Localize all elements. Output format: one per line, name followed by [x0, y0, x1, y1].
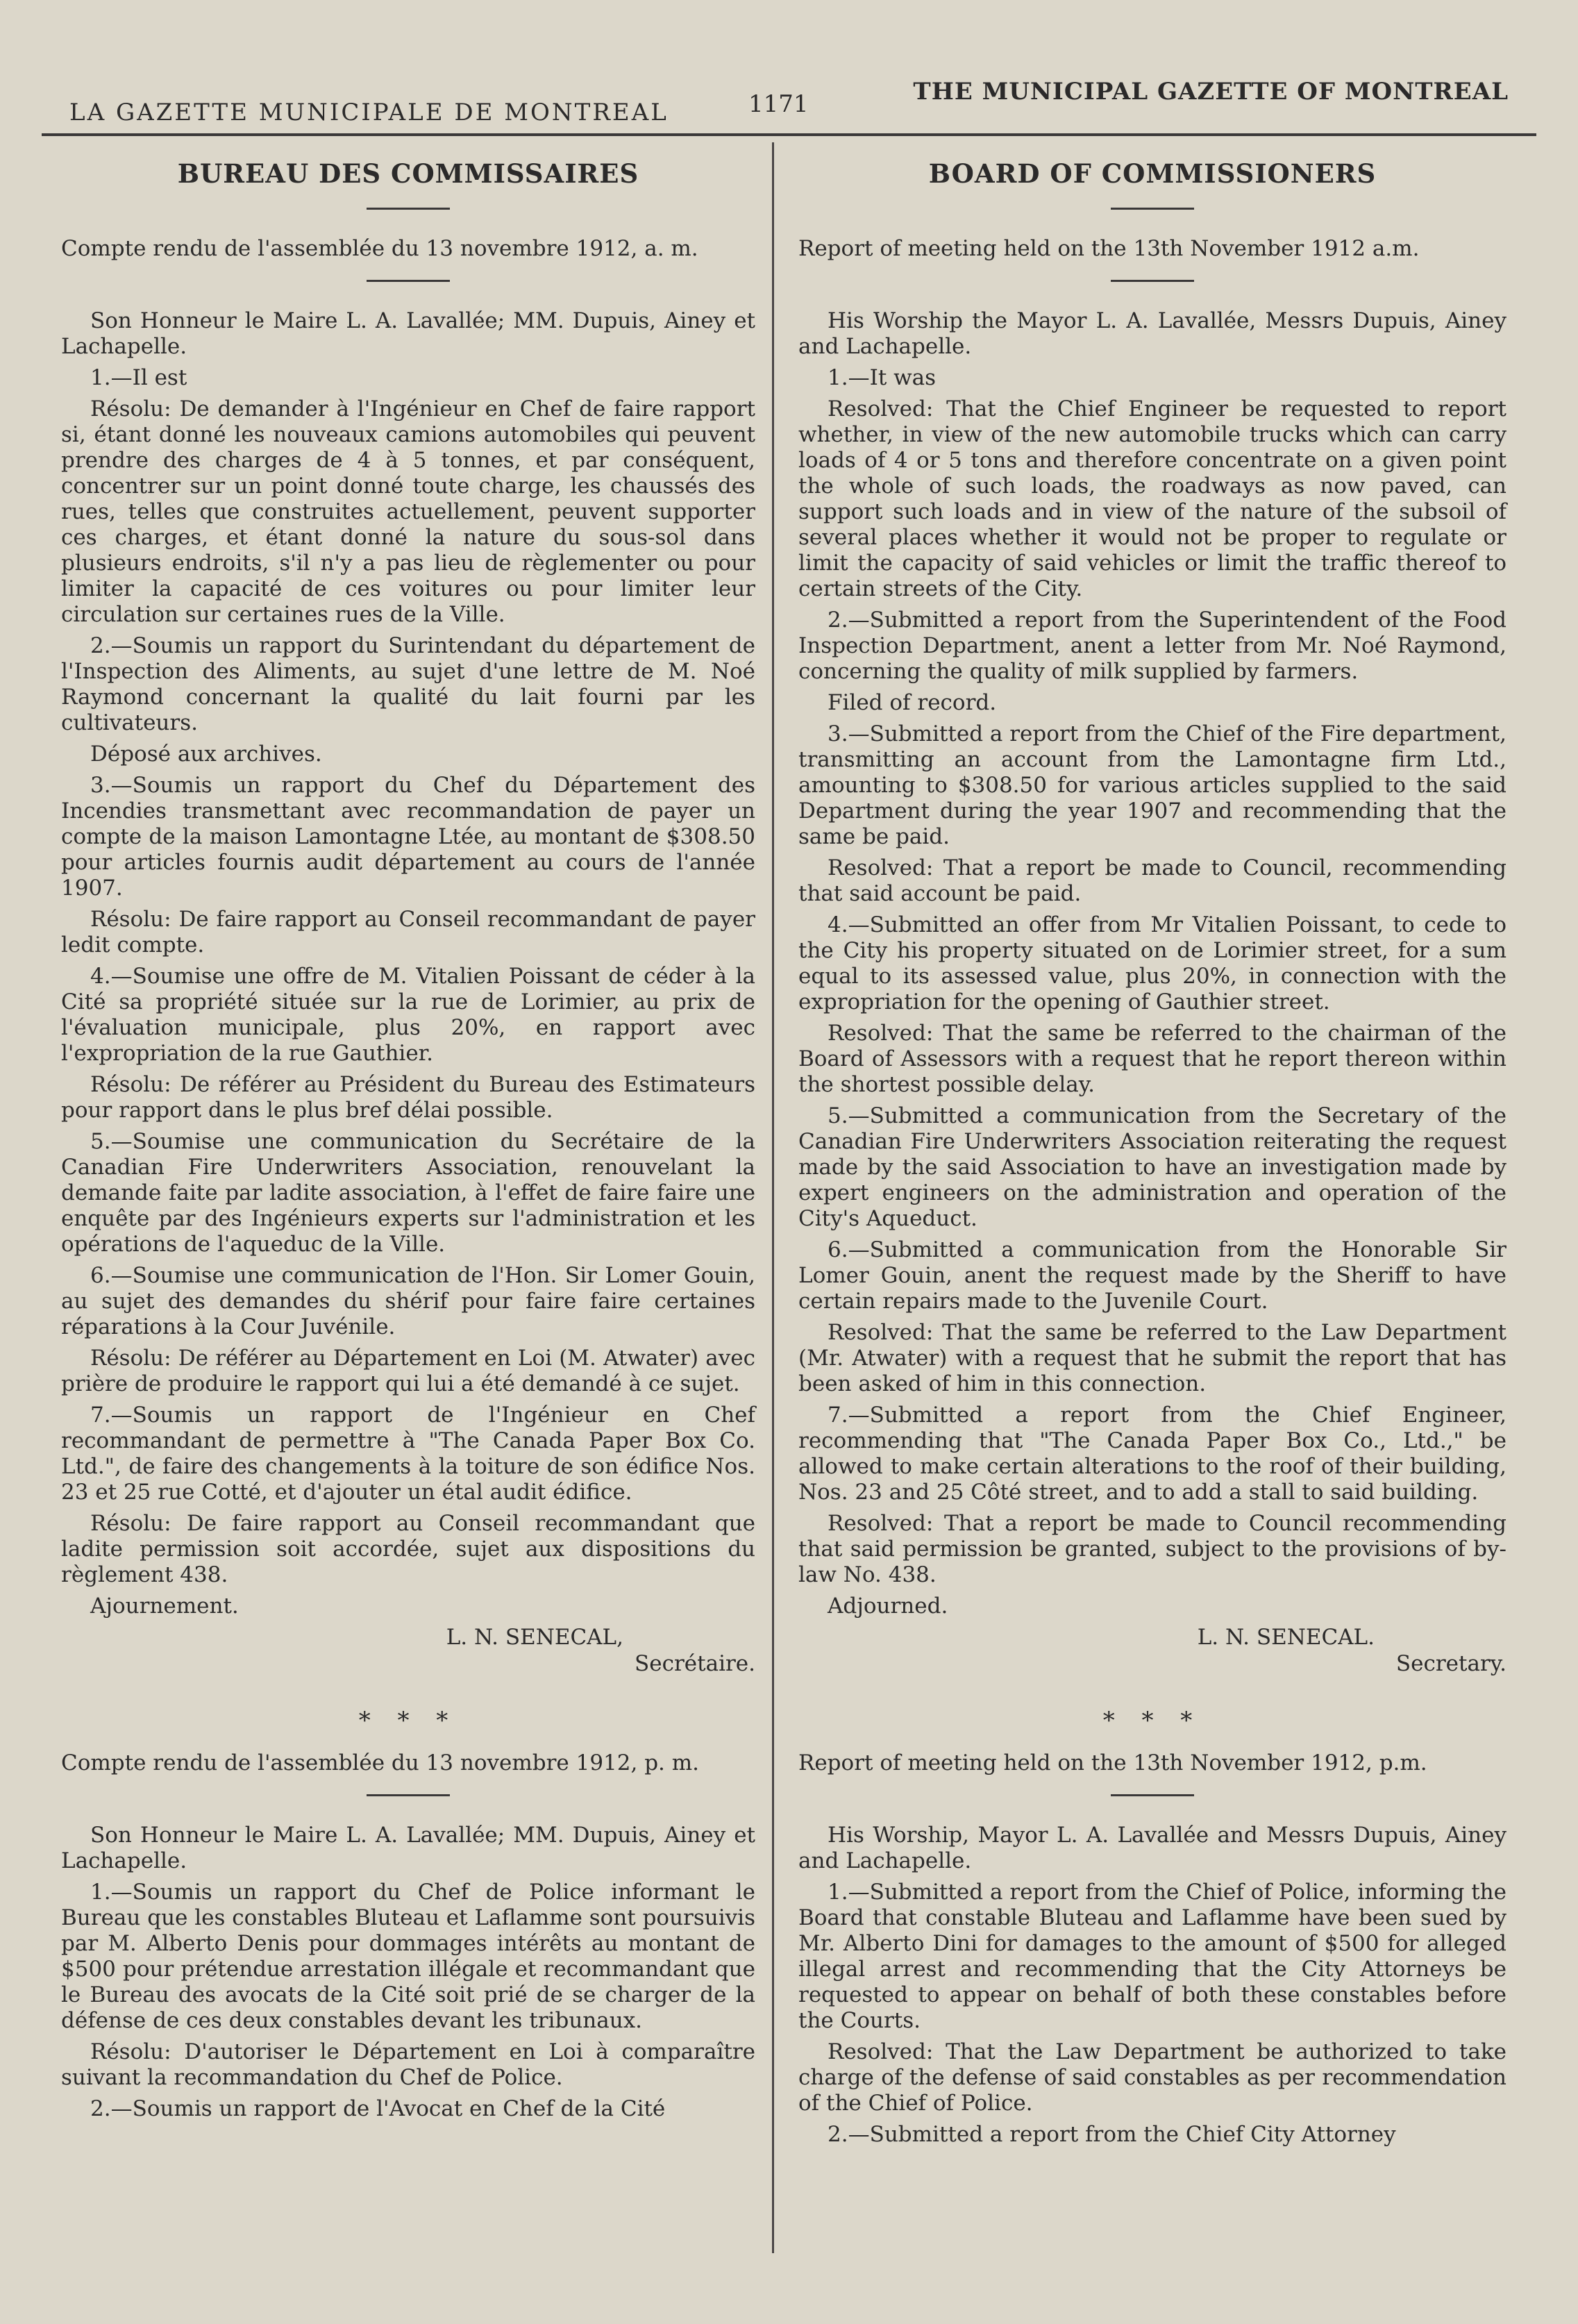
paragraph: 1.—Il est: [90, 365, 187, 390]
paragraph: 5.—Submitted a communication from the Secretary of the Canadian Fire Underwriters Association reiterating the request made by the said Association to have an investigation made by expert engineers on the administration and operation of the City's Aqueduct.: [798, 1103, 1506, 1231]
meeting-rule: [367, 1794, 450, 1796]
paragraph: 1.—Submitted a report from the Chief of Police, informing the Board that constable Bluteau and Laflamme have been sued by Mr. Alberto Dini for damages to the amount of $500 for alleged illegal arrest and recommending that the City Attorneys be requested to appear on behalf of both these constables before the Courts.: [798, 1880, 1506, 2033]
paragraph: Resolved: That the same be referred to the chairman of the Board of Assessors with a request that he report thereon within the shortest possible delay.: [798, 1021, 1506, 1097]
paragraph: 4.—Submitted an offer from Mr Vitalien Poissant, to cede to the City his property situated on de Lorimier street, for a sum equal to its assessed value, plus 20%, in connection with the expropriation for the opening of Gauthier street.: [798, 912, 1506, 1014]
paragraph: 2.—Soumis un rapport de l'Avocat en Chef de la Cité: [90, 2096, 666, 2121]
paragraph: Resolved: That a report be made to Council, recommending that said account be paid.: [798, 855, 1506, 906]
section-separator: * * *: [1102, 1707, 1202, 1734]
paragraph: Resolved: That the Law Department be authorized to take charge of the defense of said constables as per recommendation of the Chief of Police.: [798, 2039, 1506, 2116]
paragraph: Resolved: That the same be referred to the Law Department (Mr. Atwater) with a request that he submit the report that has been asked of him in this connection.: [798, 1320, 1506, 1396]
meeting-body: [798, 308, 1506, 1619]
signature: [61, 1625, 755, 1680]
paragraph: Resolved: That the Chief Engineer be requested to report whether, in view of the new automobile trucks which can carry loads of 4 or 5 tons and therefore concentrate on a given point the whole of such loads, the roadways as now paved, can support such loads and in view of the nature of the subsoil of several places whether it would not be proper to regulate or limit the capacity of said vehicles or limit the traffic thereof to certain streets of the City.: [798, 396, 1506, 601]
header-french-title: LA GAZETTE MUNICIPALE DE MONTREAL: [69, 99, 669, 126]
paragraph: 7.—Submitted a report from the Chief Engineer, recommending that "The Canada Paper Box Co., Ltd.," be allowed to make certain alterations to the roof of their building, Nos. 23 and 25 Côté street, and to add a stall to said building.: [798, 1403, 1506, 1505]
paragraph: His Worship the Mayor L. A. Lavallée, Messrs Dupuis, Ainey and Lachapelle.: [798, 308, 1506, 359]
paragraph: 1.—It was: [828, 365, 937, 390]
signature-name: L. N. SENECAL.: [1197, 1625, 1375, 1650]
french-section-title: BUREAU DES COMMISSAIRES: [177, 158, 639, 189]
paragraph: 4.—Soumise une offre de M. Vitalien Poissant de céder à la Cité sa propriété située sur la rue de Lorimier, au prix de l'évaluation municipale, plus 20%, en rapport avec l'expropriation de la rue Gauthier.: [61, 964, 755, 1066]
signature-title: Secretary.: [1395, 1651, 1506, 1676]
paragraph: Resolved: That a report be made to Council recommending that said permission be granted, subject to the provisions of by-law No. 438.: [798, 1511, 1506, 1587]
paragraph: 3.—Soumis un rapport du Chef du Département des Incendies transmettant avec recommandation de payer un compte de la maison Lamontagne Ltée, au montant de $308.50 pour articles fournis audit département au cours de l'année 1907.: [61, 773, 755, 901]
signature-title: Secrétaire.: [635, 1651, 755, 1676]
column-divider: [772, 142, 774, 2253]
paragraph: Filed of record.: [828, 690, 997, 715]
header-rule: [42, 133, 1536, 136]
paragraph: 3.—Submitted a report from the Chief of the Fire department, transmitting an account from the Lamontagne firm Ltd., amounting to $308.50 for various articles supplied to the said Department during the year 1907 and recommending that the same be paid.: [798, 721, 1506, 849]
paragraph: Résolu: De référer au Département en Loi (M. Atwater) avec prière de produire le rapport qui lui a été demandé à ce sujet.: [61, 1346, 755, 1396]
paragraph: Son Honneur le Maire L. A. Lavallée; MM. Dupuis, Ainey et Lachapelle.: [61, 308, 755, 359]
meeting-rule: [1111, 1794, 1194, 1796]
paragraph: 6.—Submitted a communication from the Honorable Sir Lomer Gouin, anent the request made by the Sheriff to have certain repairs made to the Juvenile Court.: [798, 1237, 1506, 1314]
meeting-body: [798, 1823, 1506, 2148]
page-header: [42, 78, 1536, 133]
paragraph: 6.—Soumise une communication de l'Hon. Sir Lomer Gouin, au sujet des demandes du shérif pour faire faire certaines réparations à la Cour Juvénile.: [61, 1263, 755, 1339]
paragraph: Adjourned.: [828, 1594, 948, 1619]
paragraph: Résolu: De demander à l'Ingénieur en Chef de faire rapport si, étant donné les nouveaux camions automobiles qui peuvent prendre des charges de 4 à 5 tonnes, et par conséquent, concentrer sur un point donné toute charge, les chaussés des rues, telles que construites actuellement, peuvent supporter ces charges, et étant donné la nature du sous-sol dans plusieurs endroits, s'il n'y a pas lieu de règlementer ou pour limiter la capacité de ces voitures ou pour limiter leur circulation sur certaines rues de la Ville.: [61, 396, 755, 627]
meeting-heading: Report of meeting held on the 13th November 1912 a.m.: [798, 236, 1420, 261]
signature: [798, 1625, 1506, 1680]
title-rule: [367, 208, 450, 210]
paragraph: His Worship, Mayor L. A. Lavallée and Messrs Dupuis, Ainey and Lachapelle.: [798, 1823, 1506, 1873]
english-section-title: BOARD OF COMMISSIONERS: [928, 158, 1377, 189]
paragraph: Résolu: De référer au Président du Bureau des Estimateurs pour rapport dans le plus bref délai possible.: [61, 1072, 755, 1123]
paragraph: 2.—Soumis un rapport du Surintendant du département de l'Inspection des Aliments, au sujet d'une lettre de M. Noé Raymond concernant la qualité du lait fourni par les cultivateurs.: [61, 633, 755, 735]
paragraph: 7.—Soumis un rapport de l'Ingénieur en Chef recommandant de permettre à "The Canada Paper Box Co. Ltd.", de faire des changements à la toiture de son édifice Nos. 23 et 25 rue Cotté, et d'ajouter un étal audit édifice.: [61, 1403, 755, 1505]
title-rule: [1111, 208, 1194, 210]
paragraph: Déposé aux archives.: [90, 742, 322, 767]
english-column: [798, 153, 1506, 2153]
page-number: 1171: [748, 90, 809, 118]
meeting-heading: Compte rendu de l'assemblée du 13 novembre 1912, p. m.: [61, 1750, 700, 1775]
paragraph: Son Honneur le Maire L. A. Lavallée; MM. Dupuis, Ainey et Lachapelle.: [61, 1823, 755, 1873]
section-separator: * * *: [358, 1707, 458, 1734]
french-column: [61, 153, 755, 2127]
meeting-body: [61, 308, 755, 1619]
meeting-body: [61, 1823, 755, 2122]
paragraph: Ajournement.: [90, 1594, 239, 1619]
paragraph: 2.—Submitted a report from the Superintendent of the Food Inspection Department, anent a letter from Mr. Noé Raymond, concerning the quality of milk supplied by farmers.: [798, 608, 1506, 684]
paragraph: Résolu: De faire rapport au Conseil recommandant de payer ledit compte.: [61, 907, 755, 958]
meeting-rule: [367, 280, 450, 282]
paragraph: 1.—Soumis un rapport du Chef de Police informant le Bureau que les constables Bluteau et Laflamme sont poursuivis par M. Alberto Denis pour dommages intérêts au montant de $500 pour prétendue arrestation illégale et recommandant que le Bureau des avocats de la Cité soit prié de se charger de la défense de ces deux constables devant les tribunaux.: [61, 1880, 755, 2033]
paragraph: Résolu: D'autoriser le Département en Loi à comparaître suivant la recommandation du Chef de Police.: [61, 2039, 755, 2090]
paragraph: 2.—Submitted a report from the Chief City Attorney: [828, 2122, 1396, 2147]
meeting-heading: Compte rendu de l'assemblée du 13 novembre 1912, a. m.: [61, 236, 698, 261]
signature-name: L. N. SENECAL,: [446, 1625, 623, 1650]
meeting-heading: Report of meeting held on the 13th November 1912, p.m.: [798, 1750, 1427, 1775]
header-english-title: THE MUNICIPAL GAZETTE OF MONTREAL: [913, 78, 1509, 106]
paragraph: 5.—Soumise une communication du Secrétaire de la Canadian Fire Underwriters Association, renouvelant la demande faite par ladite association, à l'effet de faire faire une enquête par des Ingénieurs experts sur l'administration et les opérations de l'aqueduc de la Ville.: [61, 1129, 755, 1257]
meeting-rule: [1111, 280, 1194, 282]
paragraph: Résolu: De faire rapport au Conseil recommandant que ladite permission soit accordée, sujet aux dispositions du règlement 438.: [61, 1511, 755, 1587]
